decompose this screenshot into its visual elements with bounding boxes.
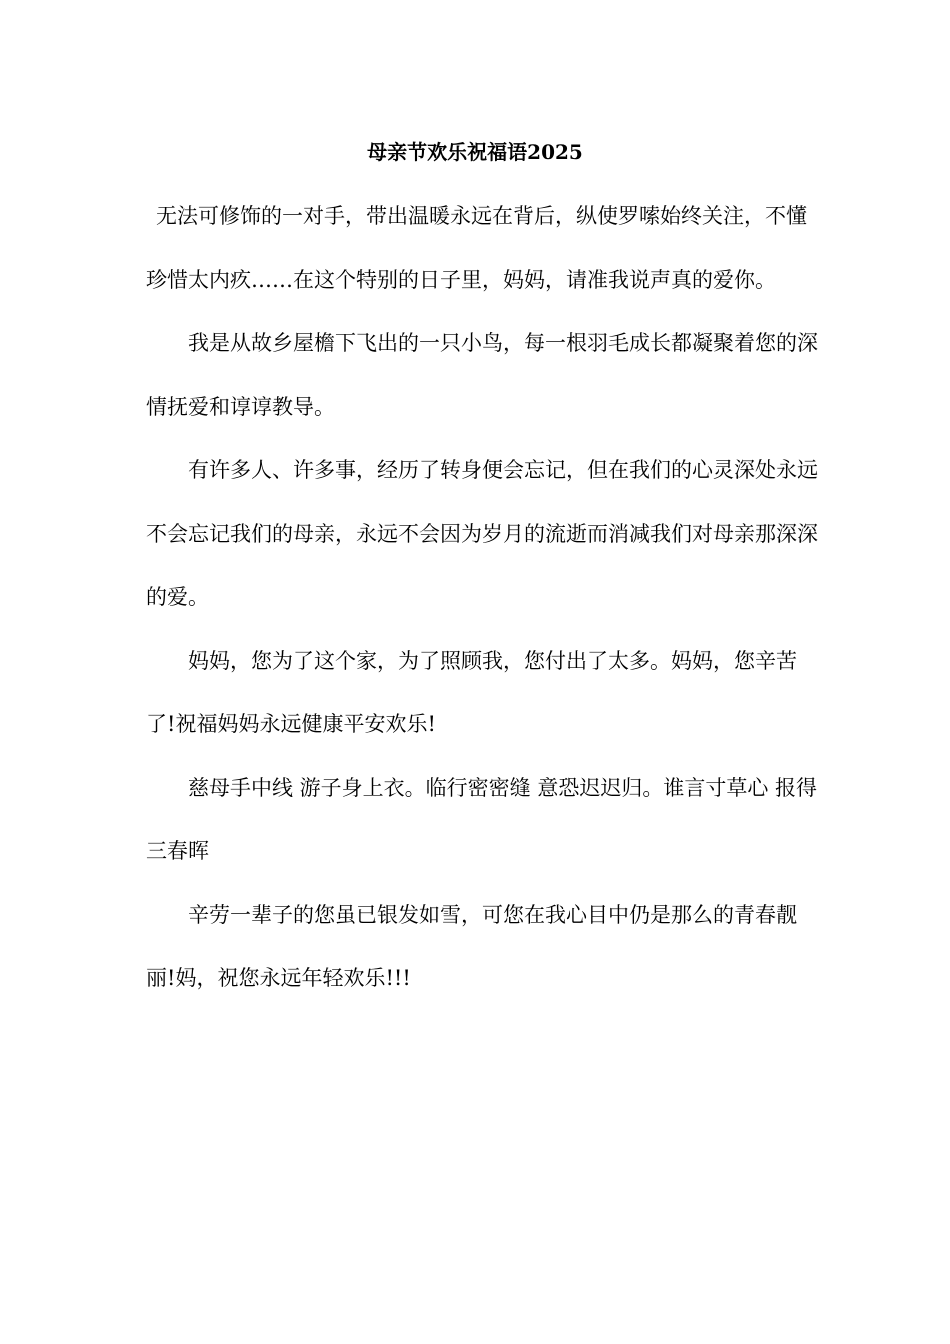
document-body	[146, 185, 818, 1011]
paragraph-3: 有许多人、许多事，经历了转身便会忘记，但在我们的心灵深处永远不会忘记我们的母亲，永远不会因为岁月的流逝而消减我们对母亲那深深的爱。	[146, 458, 818, 609]
document-title: 母亲节欢乐祝福语2025	[367, 140, 583, 164]
paragraph-6: 辛劳一辈子的您虽已银发如雪，可您在我心目中仍是那么的青春靓丽!妈，祝您永远年轻欢乐!!!	[146, 902, 797, 990]
paragraph-5: 慈母手中线 游子身上衣。临行密密缝 意恐迟迟归。谁言寸草心 报得三春晖	[146, 775, 818, 863]
paragraph-2: 我是从故乡屋檐下飞出的一只小鸟，每一根羽毛成长都凝聚着您的深情抚爱和谆谆教导。	[146, 331, 818, 419]
paragraph-4: 妈妈，您为了这个家，为了照顾我，您付出了太多。妈妈，您辛苦了!祝福妈妈永远健康平安欢乐!	[146, 648, 797, 736]
paragraph-1: 无法可修饰的一对手，带出温暖永远在背后，纵使罗嗦始终关注，不懂珍惜太内疚……在这个特别的日子里，妈妈，请准我说声真的爱你。	[146, 204, 807, 292]
